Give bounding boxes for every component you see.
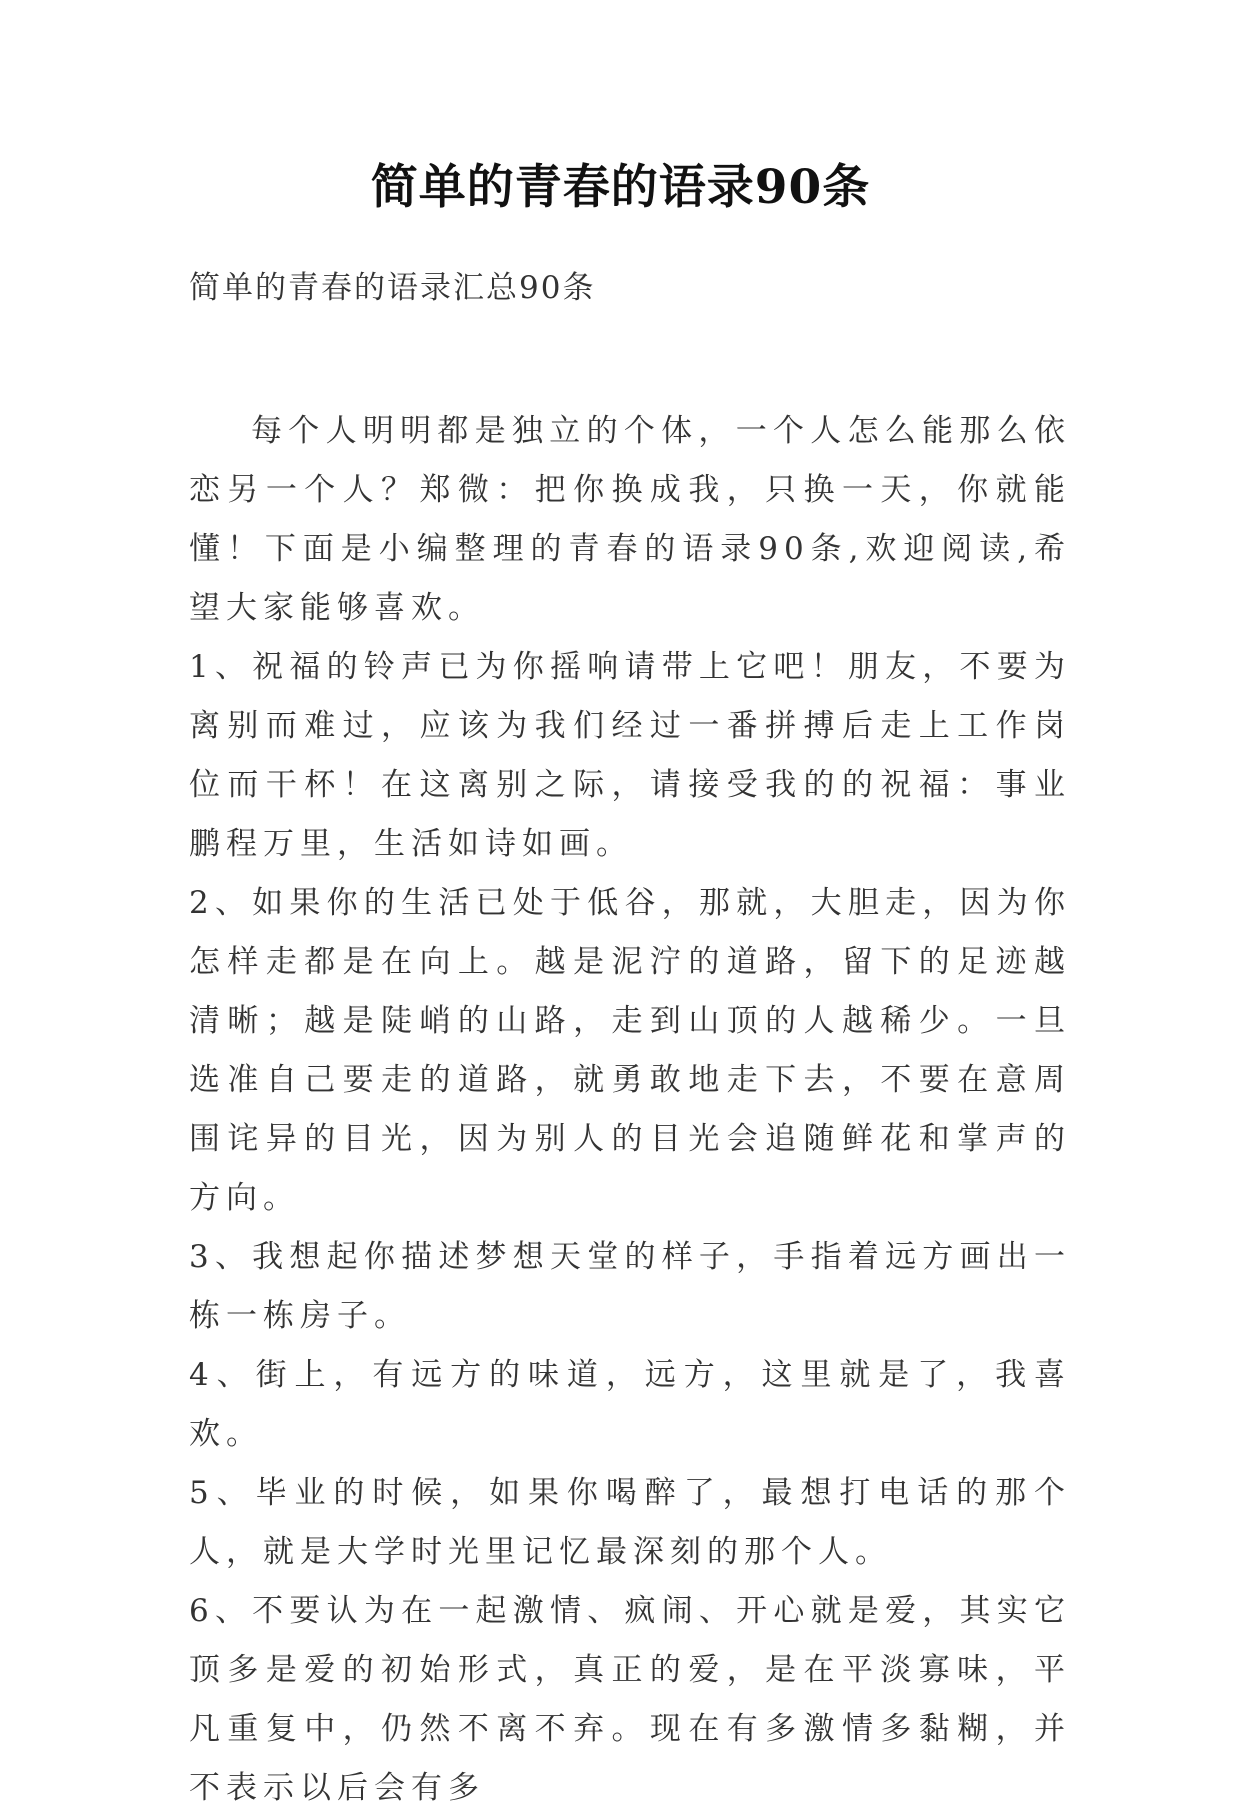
quote-item-5: 5、毕业的时候，如果你喝醉了，最想打电话的那个人，就是大学时光里记忆最深刻的那个人。 [189,1475,1071,1570]
quote-item-2: 2、如果你的生活已处于低谷，那就，大胆走，因为你怎样走都是在向上。越是泥泞的道路，留下的足迹越清晰；越是陡峭的山路，走到山顶的人越稀少。一旦选准自己要走的道路，就勇敢地走下去，不要在意周围诧异的目光，因为别人的目光会追随鲜花和掌声的方向。 [189,885,1071,1216]
document-subtitle: 简单的青春的语录汇总90条 [189,270,596,306]
quote-item-4: 4、街上，有远方的味道，远方，这里就是了，我喜欢。 [189,1357,1071,1452]
quote-item-3: 3、我想起你描述梦想天堂的样子，手指着远方画出一栋一栋房子。 [189,1239,1071,1334]
document-title: 简单的青春的语录90条 [370,160,871,215]
quote-item-6: 6、不要认为在一起激情、疯闹、开心就是爱，其实它顶多是爱的初始形式，真正的爱，是在平淡寡味，平凡重复中，仍然不离不弃。现在有多激情多黏糊，并不表示以后会有多 [189,1593,1071,1806]
quote-item-1: 1、祝福的铃声已为你摇响请带上它吧！朋友，不要为离别而难过，应该为我们经过一番拼搏后走上工作岗位而干杯！在这离别之际，请接受我的的祝福：事业鹏程万里，生活如诗如画。 [189,649,1071,862]
document-body [189,402,1071,1818]
intro-paragraph: 每个人明明都是独立的个体，一个人怎么能那么依恋另一个人？郑微：把你换成我，只换一天，你就能懂！下面是小编整理的青春的语录90条,欢迎阅读,希望大家能够喜欢。 [189,413,1071,626]
